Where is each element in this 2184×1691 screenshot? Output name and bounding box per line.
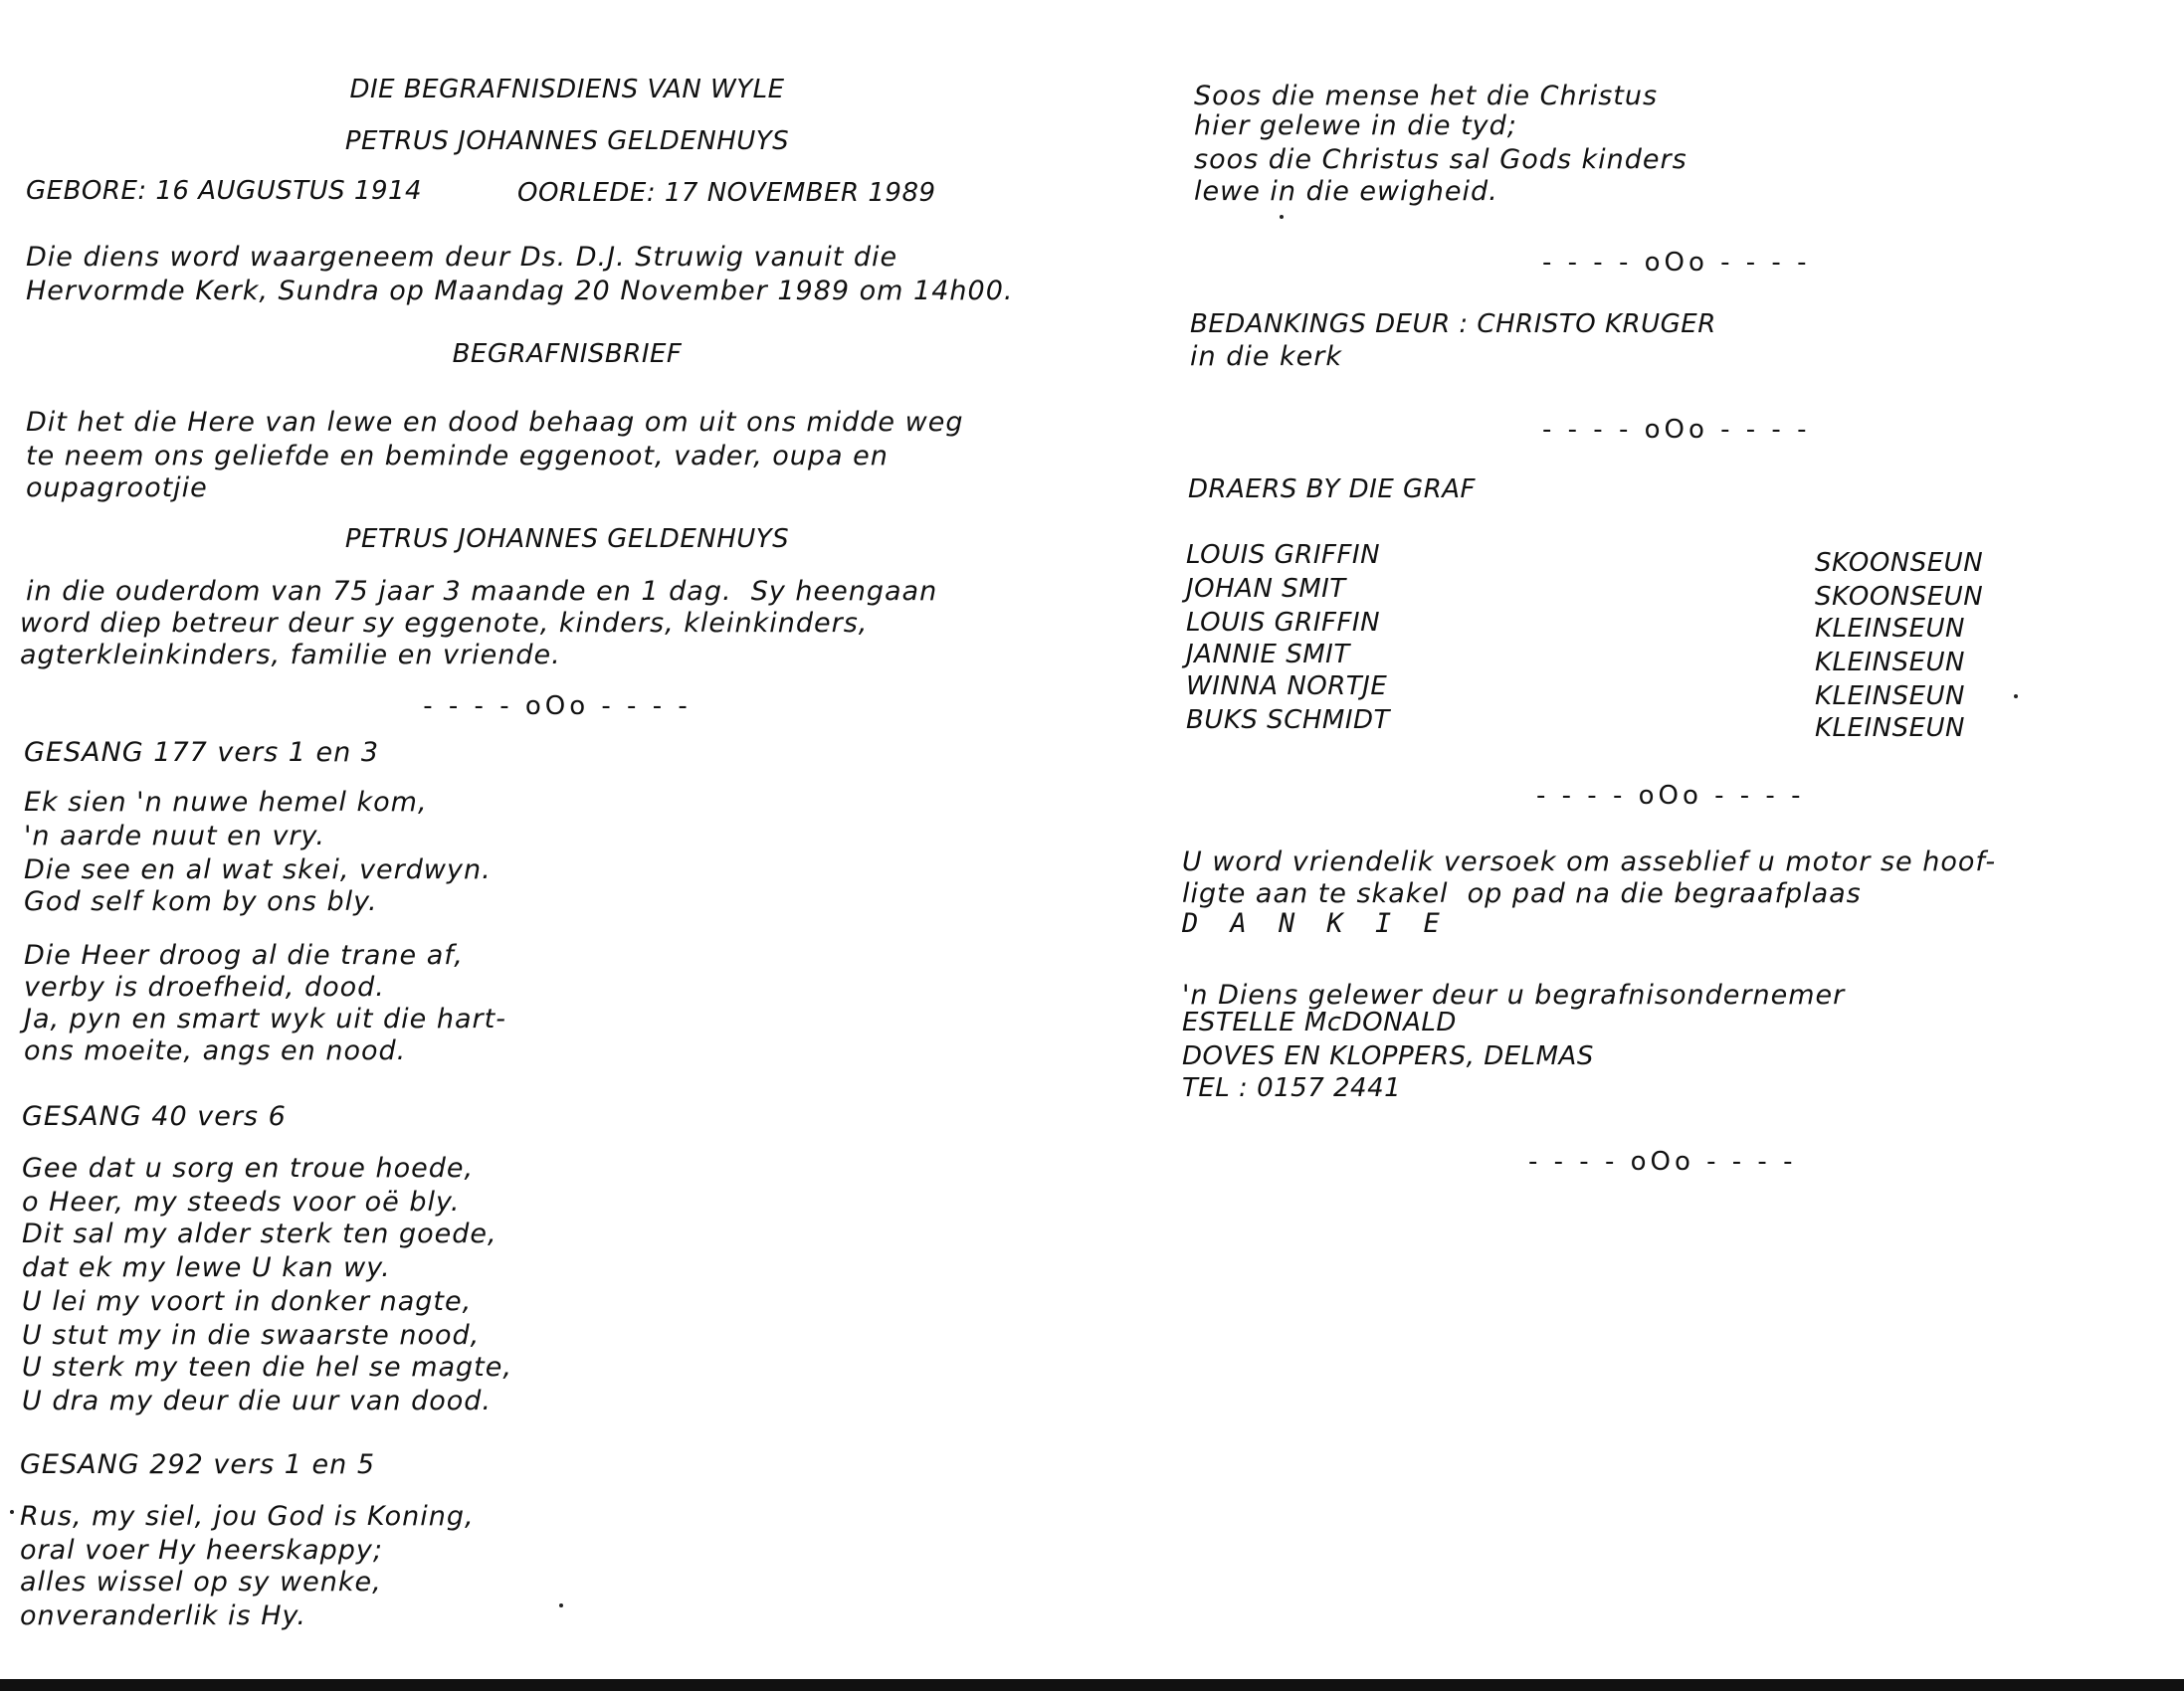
bearer-name: BUKS SCHMIDT bbox=[1186, 705, 1390, 735]
brief-heading: BEGRAFNISBRIEF bbox=[452, 339, 683, 369]
hymn-2-line: U dra my deur die uur van dood. bbox=[22, 1386, 492, 1416]
hymn-1-line: Ja, pyn en smart wyk uit die hart- bbox=[24, 1004, 506, 1034]
hymn-3-line: onveranderlik is Hy. bbox=[20, 1600, 306, 1631]
bearer-name: JOHAN SMIT bbox=[1186, 574, 1346, 604]
bearer-relation: SKOONSEUN bbox=[1815, 548, 1984, 578]
bearer-name: JANNIE SMIT bbox=[1186, 640, 1350, 669]
hymn-3-line: alles wissel op sy wenke, bbox=[20, 1567, 382, 1597]
deceased-name: PETRUS JOHANNES GELDENHUYS bbox=[344, 524, 790, 554]
closing-verse-line: soos die Christus sal Gods kinders bbox=[1194, 144, 1688, 175]
scan-speck bbox=[1280, 215, 1284, 219]
age-line-1: in die ouderdom van 75 jaar 3 maande en 1 dag. Sy heengaan bbox=[26, 576, 938, 607]
undertaker-telephone: TEL : 0157 2441 bbox=[1182, 1073, 1402, 1103]
separator: - - - - oOo - - - - bbox=[423, 691, 692, 721]
hymn-2-line: Gee dat u sorg en troue hoede, bbox=[22, 1153, 475, 1184]
hymn-1-line: God self kom by ons bly. bbox=[24, 886, 378, 917]
brief-line-2: te neem ons geliefde en beminde eggenoot, vader, oupa en bbox=[26, 441, 889, 471]
bearer-name: LOUIS GRIFFIN bbox=[1186, 540, 1381, 570]
thanks-word: D A N K I E bbox=[1182, 908, 1448, 939]
bearer-relation: KLEINSEUN bbox=[1815, 648, 1965, 677]
birth-date: GEBORE: 16 AUGUSTUS 1914 bbox=[26, 176, 423, 206]
hymn-2-line: U stut my in die swaarste nood, bbox=[22, 1320, 481, 1351]
death-date: OORLEDE: 17 NOVEMBER 1989 bbox=[517, 178, 936, 208]
separator: - - - - oOo - - - - bbox=[1542, 415, 1811, 445]
closing-verse-line: hier gelewe in die tyd; bbox=[1194, 110, 1517, 141]
request-line-2: ligte aan te skakel op pad na die begraafplaas bbox=[1182, 878, 1862, 909]
hymn-2-line: U sterk my teen die hel se magte, bbox=[22, 1352, 512, 1383]
request-line-1: U word vriendelik versoek om asseblief u motor se hoof- bbox=[1182, 846, 1997, 877]
closing-verse-line: Soos die mense het die Christus bbox=[1194, 81, 1659, 111]
hymn-2-line: dat ek my lewe U kan wy. bbox=[22, 1252, 391, 1283]
bearer-name: WINNA NORTJE bbox=[1186, 671, 1388, 701]
separator: - - - - oOo - - - - bbox=[1528, 1147, 1797, 1177]
separator: - - - - oOo - - - - bbox=[1542, 248, 1811, 278]
undertaker-company: DOVES EN KLOPPERS, DELMAS bbox=[1182, 1041, 1594, 1071]
bearer-relation: KLEINSEUN bbox=[1815, 713, 1965, 743]
closing-verse-line: lewe in die ewigheid. bbox=[1194, 176, 1498, 207]
undertaker-line: 'n Diens gelewer deur u begrafnisondernemer bbox=[1182, 980, 1846, 1011]
scan-speck bbox=[10, 1510, 14, 1514]
hymn-1-line: 'n aarde nuut en vry. bbox=[24, 821, 325, 851]
title-line-2: PETRUS JOHANNES GELDENHUYS bbox=[344, 126, 790, 156]
undertaker-name: ESTELLE McDONALD bbox=[1182, 1008, 1457, 1037]
hymn-3-line: oral voer Hy heerskappy; bbox=[20, 1535, 383, 1566]
bearer-relation: SKOONSEUN bbox=[1815, 582, 1984, 612]
bearer-relation: KLEINSEUN bbox=[1815, 614, 1965, 644]
hymn-1-line: verby is droefheid, dood. bbox=[24, 972, 385, 1003]
age-line-3: agterkleinkinders, familie en vriende. bbox=[20, 640, 561, 670]
hymn-3-line: Rus, my siel, jou God is Koning, bbox=[20, 1501, 475, 1532]
title-line-1: DIE BEGRAFNISDIENS VAN WYLE bbox=[349, 75, 785, 104]
bearers-heading: DRAERS BY DIE GRAF bbox=[1188, 474, 1476, 504]
scan-bottom-edge bbox=[0, 1679, 2184, 1691]
bearer-name: LOUIS GRIFFIN bbox=[1186, 608, 1381, 638]
hymn-1-line: Die see en al wat skei, verdwyn. bbox=[24, 854, 492, 885]
hymn-1-line: Ek sien 'n nuwe hemel kom, bbox=[24, 787, 428, 818]
brief-line-1: Dit het die Here van lewe en dood behaag om uit ons midde weg bbox=[26, 407, 964, 438]
bearer-relation: KLEINSEUN bbox=[1815, 681, 1965, 711]
service-line-1: Die diens word waargeneem deur Ds. D.J. Struwig vanuit die bbox=[26, 242, 898, 273]
hymn-1-heading: GESANG 177 vers 1 en 3 bbox=[24, 737, 379, 768]
separator: - - - - oOo - - - - bbox=[1536, 781, 1805, 811]
age-line-2: word diep betreur deur sy eggenote, kinders, kleinkinders, bbox=[20, 608, 869, 639]
hymn-1-line: ons moeite, angs en nood. bbox=[24, 1035, 407, 1066]
hymn-2-line: U lei my voort in donker nagte, bbox=[22, 1286, 473, 1317]
service-line-2: Hervormde Kerk, Sundra op Maandag 20 November 1989 om 14h00. bbox=[26, 276, 1014, 306]
scan-speck bbox=[2014, 694, 2018, 698]
scan-speck bbox=[559, 1603, 563, 1607]
thanks-by: BEDANKINGS DEUR : CHRISTO KRUGER bbox=[1190, 309, 1716, 339]
hymn-2-line: o Heer, my steeds voor oë bly. bbox=[22, 1187, 461, 1218]
hymn-1-line: Die Heer droog al die trane af, bbox=[24, 940, 464, 971]
hymn-3-heading: GESANG 292 vers 1 en 5 bbox=[20, 1449, 375, 1480]
hymn-2-line: Dit sal my alder sterk ten goede, bbox=[22, 1219, 497, 1249]
brief-line-3: oupagrootjie bbox=[26, 472, 208, 503]
hymn-2-heading: GESANG 40 vers 6 bbox=[22, 1101, 287, 1132]
thanks-location: in die kerk bbox=[1190, 341, 1343, 372]
